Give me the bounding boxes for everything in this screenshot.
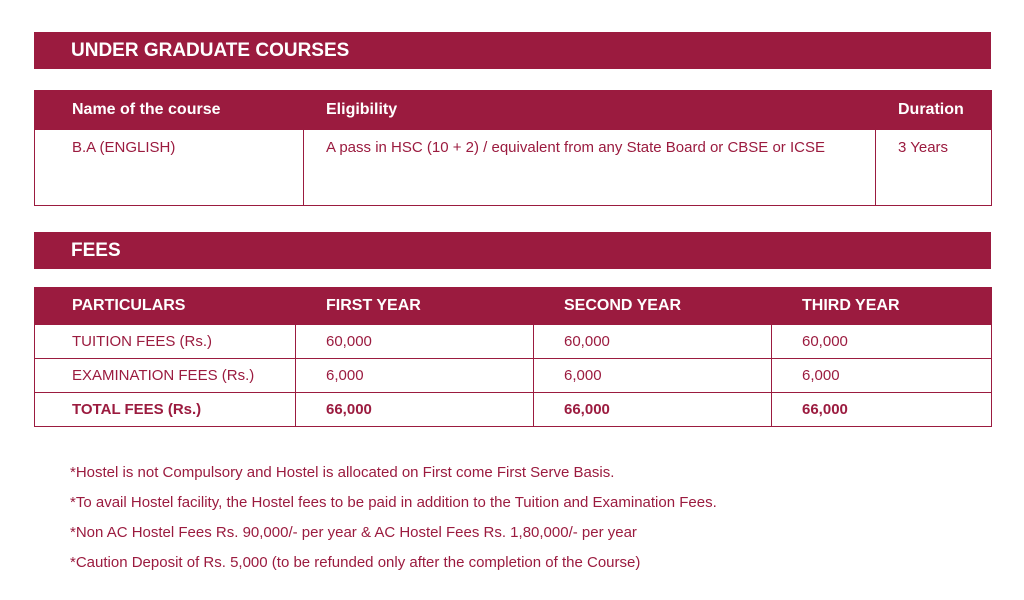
header-second-year: SECOND YEAR [534,288,772,325]
cell-second-year: 60,000 [534,325,772,359]
header-eligibility: Eligibility [304,91,876,130]
table-row [35,359,992,393]
header-duration: Duration [876,91,992,130]
cell-first-year: 6,000 [296,359,534,393]
header-particulars: PARTICULARS [35,288,296,325]
cell-particulars: TUITION FEES (Rs.) [35,325,296,359]
header-third-year: THIRD YEAR [772,288,992,325]
fees-section-title: FEES [34,232,991,269]
ug-courses-table [34,90,992,206]
note-item: *Non AC Hostel Fees Rs. 90,000/- per year & AC Hostel Fees Rs. 1,80,000/- per year [70,524,637,541]
cell-third-year: 60,000 [772,325,992,359]
cell-third-year: 6,000 [772,359,992,393]
note-item: *Hostel is not Compulsory and Hostel is allocated on First come First Serve Basis. [70,464,615,481]
note-item: *Caution Deposit of Rs. 5,000 (to be refunded only after the completion of the Course) [70,554,641,571]
table-row [35,325,992,359]
cell-particulars: EXAMINATION FEES (Rs.) [35,359,296,393]
table-header-row [35,91,992,130]
ug-section-title: UNDER GRADUATE COURSES [34,32,991,69]
cell-particulars: TOTAL FEES (Rs.) [35,393,296,427]
header-course: Name of the course [35,91,304,130]
cell-course: B.A (ENGLISH) [35,130,304,206]
cell-second-year: 6,000 [534,359,772,393]
cell-third-year: 66,000 [772,393,992,427]
table-row [35,130,992,206]
notes-list [70,460,717,580]
cell-eligibility: A pass in HSC (10 + 2) / equivalent from any State Board or CBSE or ICSE [304,130,876,206]
note-item: *To avail Hostel facility, the Hostel fees to be paid in addition to the Tuition and Examination Fees. [70,494,717,511]
cell-first-year: 66,000 [296,393,534,427]
cell-duration: 3 Years [876,130,992,206]
table-header-row [35,288,992,325]
table-row-total [35,393,992,427]
header-first-year: FIRST YEAR [296,288,534,325]
cell-second-year: 66,000 [534,393,772,427]
fees-table [34,287,992,427]
cell-first-year: 60,000 [296,325,534,359]
